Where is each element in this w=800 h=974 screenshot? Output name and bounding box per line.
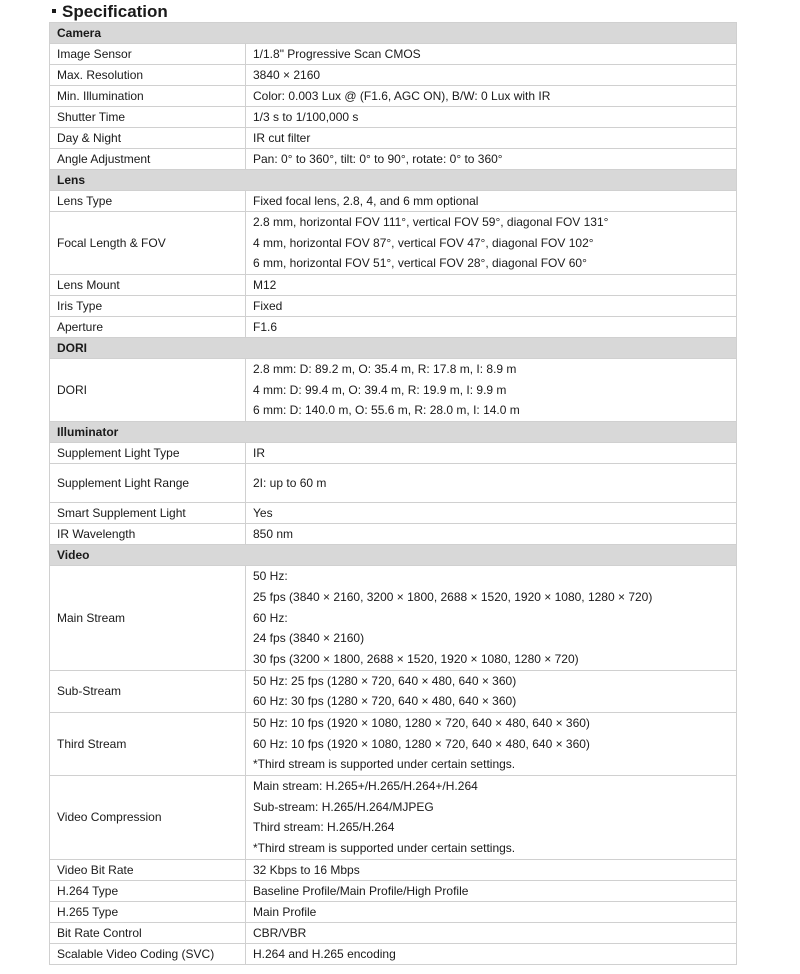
spec-value — [246, 943, 737, 964]
spec-row — [50, 359, 737, 422]
spec-label: Bit Rate Control — [50, 922, 246, 943]
spec-label: Scalable Video Coding (SVC) — [50, 943, 246, 964]
spec-row — [50, 566, 737, 670]
spec-label: H.264 Type — [50, 880, 246, 901]
bullet-icon — [52, 9, 56, 13]
spec-value — [246, 524, 737, 545]
spec-value — [246, 566, 737, 670]
spec-label: Video Bit Rate — [50, 859, 246, 880]
spec-row — [50, 212, 737, 275]
spec-label: H.265 Type — [50, 901, 246, 922]
spec-value-line: *Third stream is supported under certain settings. — [253, 757, 516, 772]
spec-row — [50, 943, 737, 964]
spec-table-body — [50, 23, 737, 965]
spec-value-line: Main stream: H.265+/H.265/H.264+/H.264 — [253, 779, 478, 793]
spec-value-line: 60 Hz: 10 fps (1920 × 1080, 1280 × 720, 640 × 480, 640 × 360) — [253, 736, 590, 751]
spec-value — [246, 317, 737, 338]
spec-value — [246, 880, 737, 901]
spec-label: Aperture — [50, 317, 246, 338]
spec-label: Shutter Time — [50, 107, 246, 128]
spec-row — [50, 107, 737, 128]
spec-label: Focal Length & FOV — [50, 212, 246, 275]
spec-row — [50, 86, 737, 107]
spec-value-line: 24 fps (3840 × 2160) — [253, 631, 365, 646]
spec-row — [50, 901, 737, 922]
spec-value-line: 60 Hz: — [253, 610, 288, 625]
spec-value — [246, 922, 737, 943]
section-header: DORI — [50, 338, 737, 359]
spec-value — [246, 275, 737, 296]
spec-value — [246, 149, 737, 170]
spec-value-line: 60 Hz: 30 fps (1280 × 720, 640 × 480, 640 × 360) — [253, 694, 517, 709]
spec-row — [50, 275, 737, 296]
spec-label: Lens Type — [50, 191, 246, 212]
spec-value — [246, 44, 737, 65]
spec-value — [246, 901, 737, 922]
spec-value — [246, 191, 737, 212]
spec-value-line: Fixed focal lens, 2.8, 4, and 6 mm optional — [253, 194, 479, 208]
spec-row — [50, 191, 737, 212]
spec-value — [246, 296, 737, 317]
spec-value-line: CBR/VBR — [253, 925, 307, 940]
spec-label: Image Sensor — [50, 44, 246, 65]
spec-value — [246, 503, 737, 524]
spec-value-line: 850 nm — [253, 527, 294, 542]
spec-value — [246, 212, 737, 275]
spec-value — [246, 65, 737, 86]
page-title-text: Specification — [62, 2, 168, 21]
spec-row — [50, 464, 737, 503]
spec-label: Day & Night — [50, 128, 246, 149]
spec-value-line: M12 — [253, 278, 277, 293]
spec-row — [50, 776, 737, 860]
spec-label: Supplement Light Range — [50, 464, 246, 503]
spec-value — [246, 86, 737, 107]
spec-value-line: 32 Kbps to 16 Mbps — [253, 862, 360, 877]
spec-label: Smart Supplement Light — [50, 503, 246, 524]
spec-value-line: 3840 × 2160 — [253, 68, 321, 82]
spec-label: Iris Type — [50, 296, 246, 317]
section-header-row — [50, 422, 737, 443]
section-header-row — [50, 170, 737, 191]
spec-row — [50, 503, 737, 524]
spec-value-line: 1/3 s to 1/100,000 s — [253, 110, 359, 124]
spec-value-line: 2.8 mm: D: 89.2 m, O: 35.4 m, R: 17.8 m, I: 8.9 m — [253, 362, 517, 377]
spec-value-line: *Third stream is supported under certain settings. — [253, 841, 516, 856]
spec-value-line: H.264 and H.265 encoding — [253, 946, 396, 961]
spec-value-line: 6 mm, horizontal FOV 51°, vertical FOV 28°, diagonal FOV 60° — [253, 256, 587, 271]
spec-row — [50, 524, 737, 545]
spec-value-line: F1.6 — [253, 320, 278, 335]
spec-value — [246, 712, 737, 775]
section-header: Video — [50, 545, 737, 566]
spec-value-line: 1/1.8" Progressive Scan CMOS — [253, 47, 421, 61]
spec-value-line: Third stream: H.265/H.264 — [253, 820, 395, 835]
spec-row — [50, 880, 737, 901]
spec-row — [50, 44, 737, 65]
spec-value-line: 4 mm, horizontal FOV 87°, vertical FOV 47°, diagonal FOV 102° — [253, 235, 594, 250]
spec-value — [246, 443, 737, 464]
spec-row — [50, 149, 737, 170]
spec-value-line: Color: 0.003 Lux @ (F1.6, AGC ON), B/W: 0 Lux with IR — [253, 89, 551, 103]
spec-value-line: 2.8 mm, horizontal FOV 111°, vertical FOV 59°, diagonal FOV 131° — [253, 215, 609, 229]
spec-value-line: Fixed — [253, 299, 283, 314]
spec-value-line: Main Profile — [253, 904, 317, 919]
spec-value — [246, 128, 737, 149]
spec-value-line: 6 mm: D: 140.0 m, O: 55.6 m, R: 28.0 m, I: 14.0 m — [253, 403, 520, 418]
spec-value-line: IR cut filter — [253, 131, 311, 145]
spec-value-line: Yes — [253, 506, 273, 521]
section-header-row — [50, 23, 737, 44]
page-title — [52, 1, 168, 23]
spec-value-line: Pan: 0° to 360°, tilt: 0° to 90°, rotate: 0° to 360° — [253, 152, 503, 166]
spec-value — [246, 107, 737, 128]
spec-label: Min. Illumination — [50, 86, 246, 107]
section-header-row — [50, 545, 737, 566]
spec-value-line: 30 fps (3200 × 1800, 2688 × 1520, 1920 × 1080, 1280 × 720) — [253, 651, 579, 666]
spec-label: Angle Adjustment — [50, 149, 246, 170]
spec-label: DORI — [50, 359, 246, 422]
spec-value-line: 50 Hz: 10 fps (1920 × 1080, 1280 × 720, 640 × 480, 640 × 360) — [253, 715, 590, 730]
spec-value-line: 2I: up to 60 m — [253, 476, 327, 491]
spec-row — [50, 296, 737, 317]
section-header: Illuminator — [50, 422, 737, 443]
spec-row — [50, 128, 737, 149]
spec-label: Third Stream — [50, 712, 246, 775]
spec-table — [49, 22, 737, 965]
section-header: Camera — [50, 23, 737, 44]
spec-label: Max. Resolution — [50, 65, 246, 86]
spec-value — [246, 670, 737, 712]
spec-label: IR Wavelength — [50, 524, 246, 545]
spec-value-line: 50 Hz: — [253, 569, 288, 584]
spec-row — [50, 317, 737, 338]
spec-value-line: Sub-stream: H.265/H.264/MJPEG — [253, 799, 434, 814]
spec-value — [246, 776, 737, 860]
spec-row — [50, 670, 737, 712]
section-header-row — [50, 338, 737, 359]
spec-label: Lens Mount — [50, 275, 246, 296]
spec-label: Sub-Stream — [50, 670, 246, 712]
spec-value-line: Baseline Profile/Main Profile/High Profile — [253, 883, 469, 898]
spec-row — [50, 922, 737, 943]
spec-value-line: 50 Hz: 25 fps (1280 × 720, 640 × 480, 640 × 360) — [253, 673, 517, 688]
spec-value-line: IR — [253, 446, 265, 461]
spec-value — [246, 359, 737, 422]
spec-value — [246, 464, 737, 503]
spec-row — [50, 443, 737, 464]
spec-row — [50, 712, 737, 775]
spec-value — [246, 859, 737, 880]
spec-label: Supplement Light Type — [50, 443, 246, 464]
spec-value-line: 25 fps (3840 × 2160, 3200 × 1800, 2688 × 1520, 1920 × 1080, 1280 × 720) — [253, 589, 653, 604]
spec-label: Video Compression — [50, 776, 246, 860]
spec-row — [50, 65, 737, 86]
spec-label: Main Stream — [50, 566, 246, 670]
spec-row — [50, 859, 737, 880]
spec-value-line: 4 mm: D: 99.4 m, O: 39.4 m, R: 19.9 m, I: 9.9 m — [253, 382, 507, 397]
section-header: Lens — [50, 170, 737, 191]
